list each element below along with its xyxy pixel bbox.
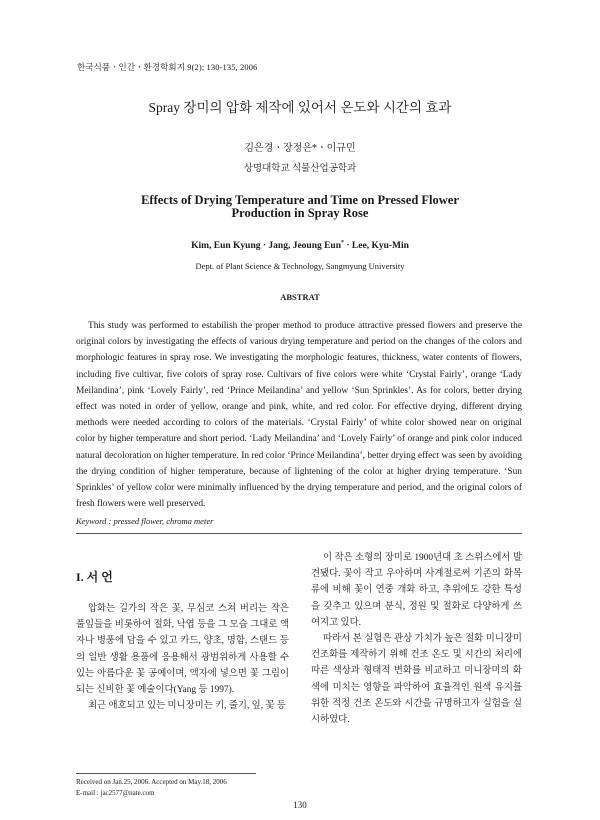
corresponding-author-mark: * <box>341 240 345 246</box>
footnote-received: Received on Jan.25, 2006. Accepted on May.18, 2006 <box>76 778 227 786</box>
section-heading: I. 서 언 <box>76 570 113 584</box>
korean-affiliation: 상명대학교 식물산업공학과 <box>243 164 357 174</box>
right-paragraph-2: 따라서 본 실험은 관상 가치가 높은 절화 미니장미 건조화를 제작하기 위해 건조 온도 및 시간의 처리에 따른 색상과 형태적 변화를 비교하고 미니장미의 화색에 미치는 영향을 파악하여 효율적인 원색 유지를 위한 적정 건조 온도와 시간을 규명하고자 실험을 실시하였다. <box>311 634 522 726</box>
right-column <box>311 550 522 728</box>
abstract-text: This study was performed to estabilish the proper method to produce attractive pressed flowers and preserve the original colors by investigating the effects of various drying temperature and period on the changes of the colors and morphologic features in spray rose. We investigating the morphologic features, thickness, water contents of flowers, including five cultivar, five colors of spray rose. Cultivars of five colors were white ‘Crystal Fairly’, orange ‘Lady Meilandina’, pink ‘Lovely Fairly’, red ‘Prince Meilandina’ and yellow ‘Sun Sprinkles’. As for colors, better drying effect was noted in order of yellow, orange and pink, white, and red color. For effective drying, different drying methods were needed according to colors of the materials. ‘Crystal Fairly’ of white color showed near on original color by higher temperature and short period. ‘Lady Meilandina’ and ‘Lovely Fairly’ of orange and pink color induced natural decoloration on higher temperature. In red color ‘Prince Meilandina’, better drying effect was seen by avoiding the drying condition of higher temperature, because of lightening of the color at higher drying temperature. ‘Sun Sprinkles’ of yellow color were minimally influenced by the drying temperature and period, and the original colors of fresh flowers were well preserved. <box>76 321 522 510</box>
korean-title: Spray 장미의 압화 제작에 있어서 온도와 시간의 효과 <box>148 100 452 115</box>
english-authors-part2: · Lee, Kyu-Min <box>344 241 409 252</box>
abstract-heading: ABSTRAT <box>280 292 320 302</box>
english-authors-part1: Kim, Eun Kyung · Jang, Jeoung Eun <box>191 241 342 252</box>
english-authors <box>0 240 600 251</box>
section-divider <box>76 533 522 534</box>
korean-authors: 김은경ㆍ장정은*ㆍ이규민 <box>244 143 356 154</box>
page-number: 130 <box>293 800 307 810</box>
english-title: Effects of Drying Temperature and Time on Pressed Flower Production in Spray Rose <box>141 193 459 220</box>
english-affiliation: Dept. of Plant Science & Technology, Sangmyung University <box>195 261 405 271</box>
right-paragraph-1: 이 작은 소형의 장미로 1900년대 초 스위스에서 발견됐다. 꽃이 작고 우아하며 사계절로써 기존의 화목류에 비해 꽃이 연중 개화 하고, 추위에도 강한 특성을 갖추고 있으며 분식, 정원 및 절화로 다양하게 쓰여지고 있다. <box>311 553 522 628</box>
keywords: Keyword : pressed flower, chroma meter <box>76 516 214 526</box>
footnote-divider <box>76 773 256 774</box>
left-paragraph-2: 최근 애호되고 있는 미니장미는 키, 줄기, 잎, 꽃 등 <box>88 701 286 712</box>
footnote-email: E-mail : jac2577@nate.com <box>76 789 155 797</box>
left-paragraph-1: 압화는 길가의 작은 꽃, 무심코 스쳐 버리는 작은 풀잎들을 비롯하여 절화, 낙엽 등을 그 모습 그대로 액자나 병풍에 담을 수 있고 카드, 양초, 명함, 스탠드 등의 일반 생활 용품에 응용해서 광범위하게 사용할 수 있는 아름다운 꽃 공예이며, 액자에 넣으면 꽃 그림이 되는 신비한 꽃 예술이다(Yang 등 1997). <box>76 604 289 696</box>
journal-header: 한국식품ㆍ인간ㆍ환경학회지 9(2); 130-135, 2006 <box>77 62 258 72</box>
left-column <box>76 601 289 714</box>
